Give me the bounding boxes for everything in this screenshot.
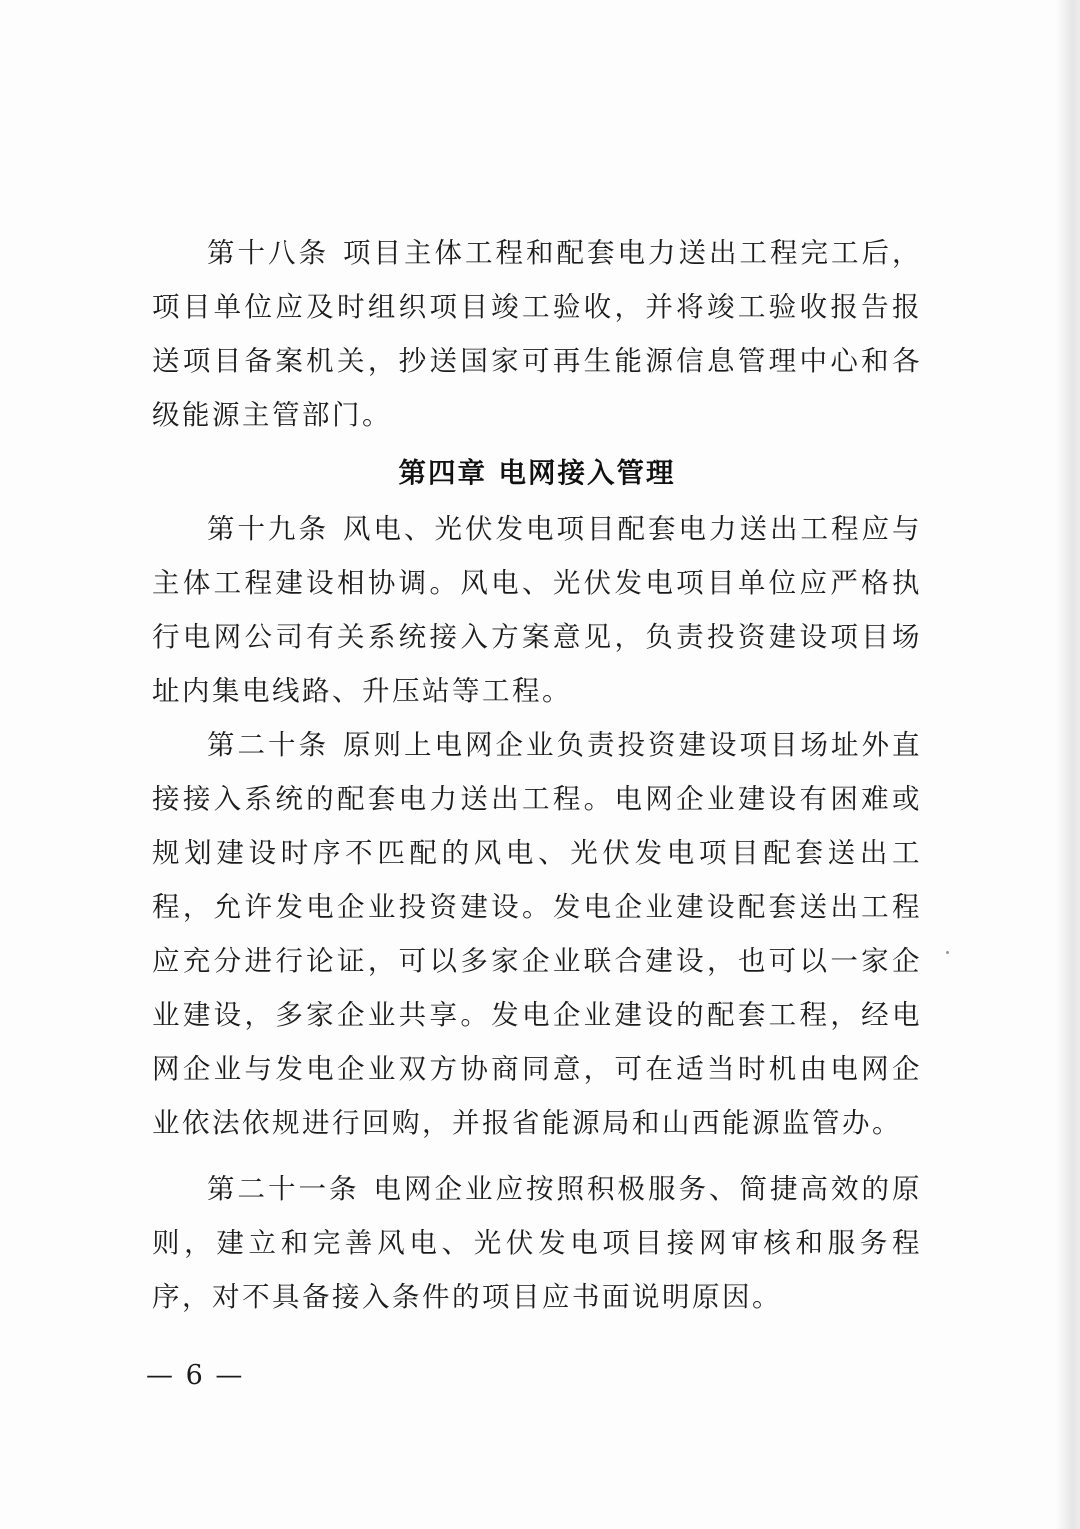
chapter-title: 第四章 电网接入管理 (398, 457, 676, 489)
article-18-text: 项目主体工程和配套电力送出工程完工后，项目单位应及时组织项目竣工验收，并将竣工验收报告报送项目备案机关，抄送国家可再生能源信息管理中心和各级能源主管部门。 (152, 237, 922, 431)
article-21-paragraph (152, 1162, 922, 1324)
article-20-text: 原则上电网企业负责投资建设项目场址外直接接入系统的配套电力送出工程。电网企业建设有困难或规划建设时序不匹配的风电、光伏发电项目配套送出工程，允许发电企业投资建设。发电企业建设配套送出工程应充分进行论证，可以多家企业联合建设，也可以一家企业建设，多家企业共享。发电企业建设的配套工程，经电网企业与发电企业双方协商同意，可在适当时机由电网企业依法依规进行回购，并报省能源局和山西能源监管办。 (152, 729, 922, 1139)
article-20-number: 第二十条 (207, 729, 329, 761)
article-19-paragraph (152, 502, 922, 718)
scan-speck (946, 951, 949, 954)
article-21-number: 第二十一条 (207, 1173, 360, 1205)
article-18-paragraph (152, 226, 922, 442)
article-19-number: 第十九条 (207, 513, 329, 545)
page-edge-shadow (1056, 0, 1080, 1529)
page-number: — 6 — (146, 1360, 245, 1391)
article-19-text: 风电、光伏发电项目配套电力送出工程应与主体工程建设相协调。风电、光伏发电项目单位应严格执行电网公司有关系统接入方案意见，负责投资建设项目场址内集电线路、升压站等工程。 (152, 513, 922, 707)
article-20-paragraph (152, 718, 922, 1150)
article-21-text: 电网企业应按照积极服务、简捷高效的原则，建立和完善风电、光伏发电项目接网审核和服务程序，对不具备接入条件的项目应书面说明原因。 (152, 1173, 922, 1313)
article-18-number: 第十八条 (207, 237, 329, 269)
